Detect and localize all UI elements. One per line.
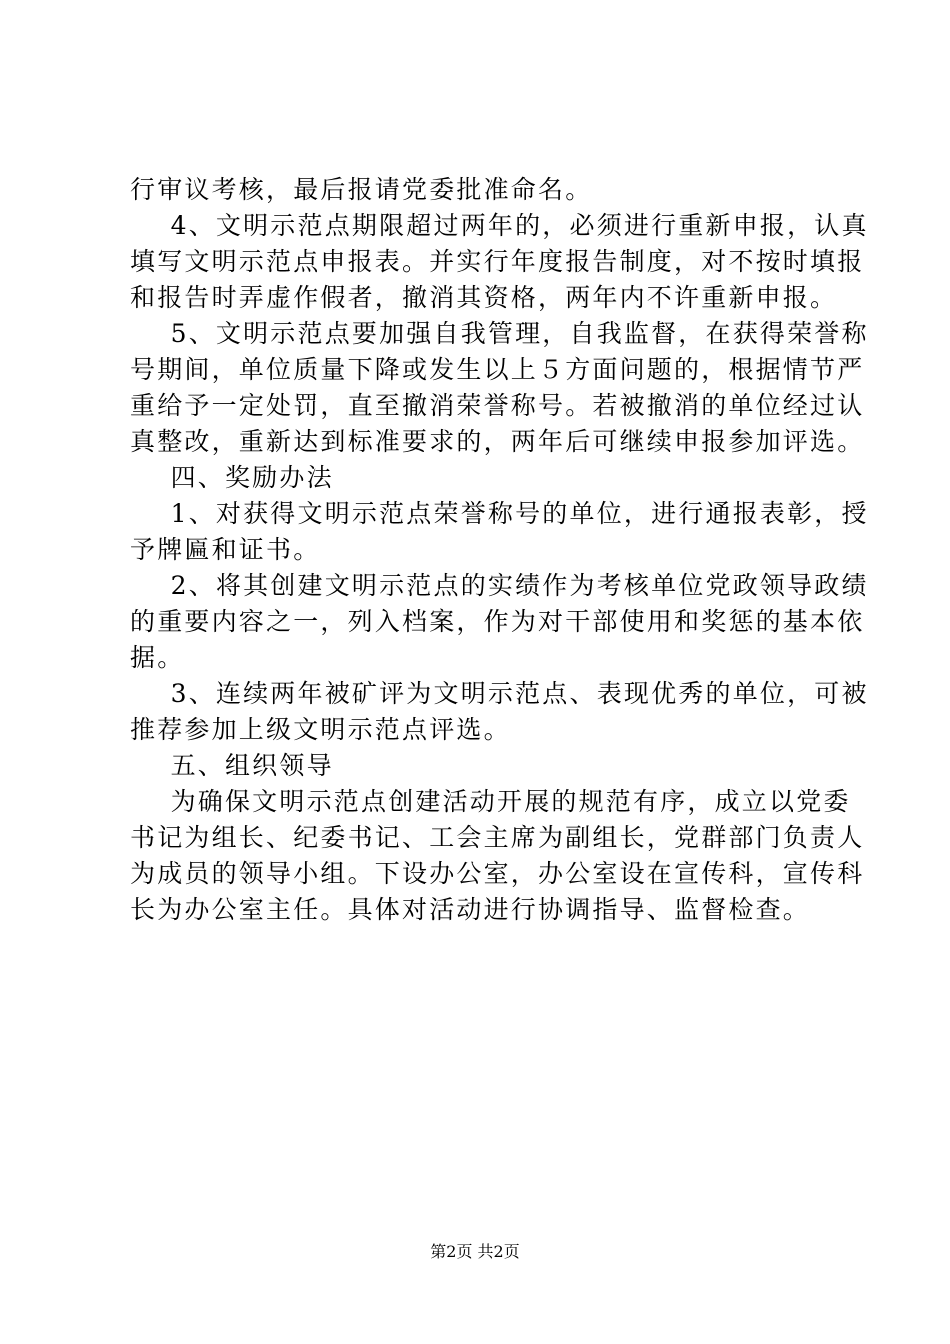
body-line: 为成员的领导小组。下设办公室，办公室设在宣传科，宣传科 bbox=[130, 859, 865, 888]
body-line: 4、文明示范点期限超过两年的，必须进行重新申报，认真 bbox=[130, 211, 869, 240]
body-line: 5、文明示范点要加强自我管理，自我监督，在获得荣誉称 bbox=[130, 319, 869, 348]
body-line: 和报告时弄虚作假者，撤消其资格，两年内不许重新申报。 bbox=[130, 283, 838, 312]
body-line: 真整改，重新达到标准要求的，两年后可继续申报参加评选。 bbox=[130, 427, 865, 456]
body-line: 书记为组长、纪委书记、工会主席为副组长，党群部门负责人 bbox=[130, 823, 865, 852]
body-line: 推荐参加上级文明示范点评选。 bbox=[130, 715, 511, 744]
body-line: 行审议考核，最后报请党委批准命名。 bbox=[130, 175, 593, 204]
body-line: 2、将其创建文明示范点的实绩作为考核单位党政领导政绩 bbox=[130, 571, 869, 600]
body-line: 3、连续两年被矿评为文明示范点、表现优秀的单位，可被 bbox=[130, 679, 869, 708]
body-line: 填写文明示范点申报表。并实行年度报告制度，对不按时填报 bbox=[130, 247, 865, 276]
body-line: 重给予一定处罚，直至撤消荣誉称号。若被撤消的单位经过认 bbox=[130, 391, 865, 420]
section-heading: 四、奖励办法 bbox=[130, 463, 334, 492]
body-line: 予牌匾和证书。 bbox=[130, 535, 321, 564]
body-line: 长为办公室主任。具体对活动进行协调指导、监督检查。 bbox=[130, 895, 811, 924]
body-line: 为确保文明示范点创建活动开展的规范有序，成立以党委 bbox=[130, 787, 851, 816]
body-line: 据。 bbox=[130, 643, 185, 672]
page-footer: 第2页 共2页 bbox=[430, 1242, 520, 1261]
section-heading: 五、组织领导 bbox=[130, 751, 334, 780]
body-line: 1、对获得文明示范点荣誉称号的单位，进行通报表彰，授 bbox=[130, 499, 869, 528]
body-line: 号期间，单位质量下降或发生以上５方面问题的，根据情节严 bbox=[130, 355, 865, 384]
body-line: 的重要内容之一，列入档案，作为对干部使用和奖惩的基本依 bbox=[130, 607, 865, 636]
